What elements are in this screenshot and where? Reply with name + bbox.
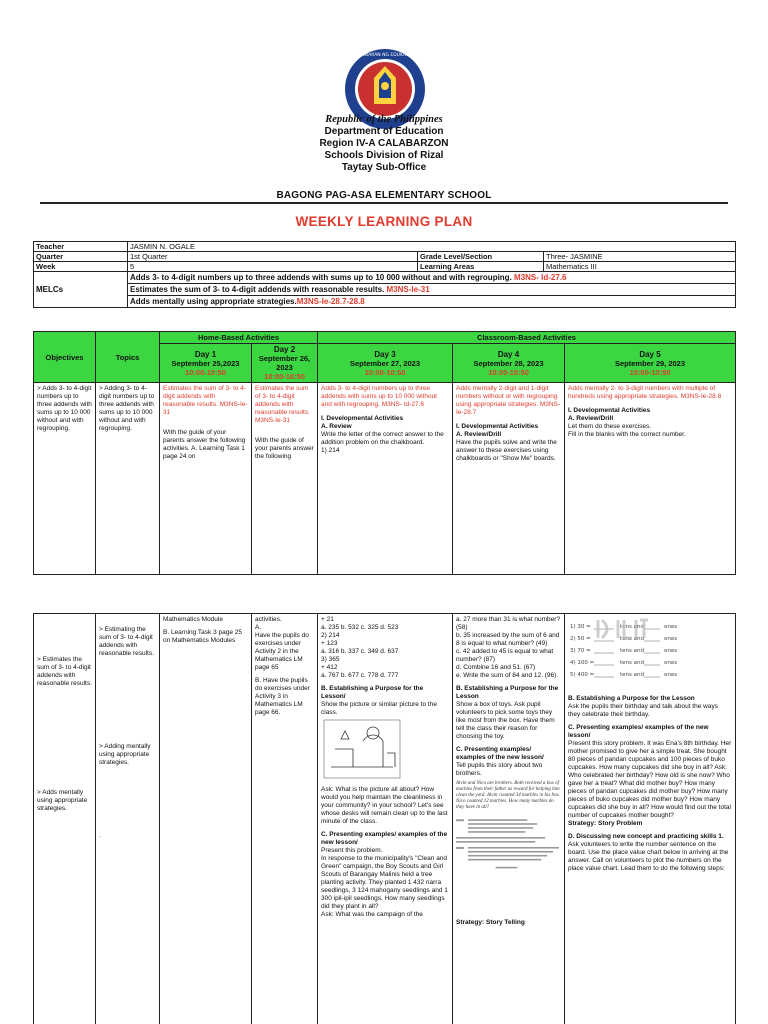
topics-header: Topics (96, 332, 160, 383)
quarter-label: Quarter (34, 252, 128, 262)
day-label: Day 1 (194, 349, 217, 359)
day-4-header (453, 344, 565, 383)
day-2-cell (252, 614, 318, 1024)
day-3-line: a. 316 b. 337 c. 349 d. 637 (321, 648, 399, 655)
info-table (33, 241, 736, 308)
tens-label: tens and (620, 636, 644, 642)
day-3-heading: I. Developmental Activities (321, 415, 404, 422)
day-1-task-3: B. Learning Task 3 page 25 on Mathematics Modules (163, 629, 243, 644)
day-4-line: a. 27 more than 31 is what number? (58) (456, 616, 561, 631)
quarter-value: 1st Quarter (128, 252, 418, 262)
day-5-heading: I. Developmental Activities (568, 407, 651, 414)
home-based-header: Home-Based Activities (160, 332, 318, 344)
day-5-line-2: Fill in the blanks with the correct number. (568, 431, 686, 438)
day-4-purpose-heading: B. Establishing a Purpose for the Lesson (456, 685, 559, 700)
day-3-subheading: A. Review (321, 423, 352, 430)
day-4-cell (453, 614, 565, 1024)
marbles-story-image: Alvin and Nico are brothers. Both received a box of marbles from their father as reward for helping him clean the yard. Alvin counted 34 marbles in his box. Nico counted 12 marbles. How many marbles do they have in all? (456, 781, 561, 810)
day-3-line: a. 235 b. 532 c. 325 d. 523 (321, 624, 399, 631)
day-2-activity-3: B. Have the pupils do exercises under Activity 3 in Mathematics LM page 66. (255, 677, 310, 716)
melc-3-code: M3NS-Ie-28.7-28.8 (296, 297, 365, 306)
day-label: Day 3 (374, 349, 396, 359)
areas-label: Learning Areas (418, 262, 544, 272)
day-2-activities: activities. (255, 616, 282, 623)
day-5-cell (565, 383, 736, 575)
day-3-item: 1) 214 (321, 447, 340, 454)
topic-dot: . (99, 832, 101, 839)
day-3-purpose-text: Show the picture or similar picture to the class. (321, 701, 437, 716)
department-line: Department of Education (324, 126, 444, 137)
day-4-line: d. Combine 16 and 51. (67) (456, 664, 536, 671)
day-5-discuss-text: Ask volunteers to write the number sentence on the board. Use the place value chart below in arriving at the answer. Call on volunteers to plot the numbers on the place value chart. Lead them to do the following steps: (568, 841, 729, 872)
day-2-instructions: With the guide of your parents answer the following (255, 437, 314, 460)
tens-label: tens and (620, 672, 644, 678)
day-time: 10:00-10:50 (488, 367, 529, 377)
exercise-4: 4) 100 = (570, 660, 595, 666)
day-2-cell (252, 383, 318, 575)
day-time: 10:00-10:50 (629, 367, 671, 377)
week-label: Week (34, 262, 128, 272)
melcs-label: MELCs (34, 272, 128, 308)
objectives-header: Objectives (34, 332, 96, 383)
day-5-cell (565, 614, 736, 1024)
place-value-exercise-image (568, 616, 686, 692)
melc-1-code: M3NS- Id-27.6 (514, 273, 567, 282)
melc-2-code: M3NS-Ie-31 (386, 285, 430, 294)
day-5-subheading: A. Review/Drill (568, 415, 614, 422)
day-time: 10:00-10:50 (264, 372, 305, 381)
objective-cell: > Adds 3- to 4-digit numbers up to three addends with sums up to 10 000 without and with regrouping. (34, 383, 96, 575)
day-4-subheading: A. Review/Drill (456, 431, 502, 438)
division-line: Schools Division of Rizal (324, 150, 444, 161)
story-questions-image (456, 817, 561, 873)
day-1-header (160, 344, 252, 383)
tens-label: tens and (620, 648, 644, 654)
ones-label: ones (664, 648, 678, 654)
day-3-present-heading: C. Presenting examples/ examples of the new lesson/ (321, 831, 448, 846)
day-date: September 29, 2023 (614, 358, 686, 368)
topic-estimating: > Estimating the sum of 3- to 4-digit addends with reasonable results. (99, 626, 154, 657)
plan-title: WEEKLY LEARNING PLAN (295, 214, 473, 229)
day-3-present-text: Present this problem. (321, 847, 383, 854)
melc-3-text: Adds mentally using appropriate strategies. (130, 297, 297, 306)
objective-estimates: > Estimates the sum of 3- to 4-digit addends with reasonable results. (37, 656, 92, 687)
exercise-3: 3) 70 = (570, 648, 591, 654)
letterhead (0, 114, 768, 174)
day-4-line: e. Write the sum of 84 and 12. (96). (456, 672, 559, 679)
day-date: September 27, 2023 (349, 358, 421, 368)
day-2-competency: Estimates the sum of 3- to 4-digit addends with reasonable results. M3NS-Ie-31 (255, 385, 310, 424)
day-label: Day 2 (273, 345, 296, 354)
day-1-cell (160, 383, 252, 575)
day-3-ask-2: Ask: What was the campaign of the (321, 911, 423, 918)
day-3-line: + 123 (321, 640, 338, 647)
republic-line: Republic of the Philippines (325, 114, 443, 125)
tens-label: tens and (620, 660, 644, 666)
grade-label: Grade Level/Section (418, 252, 544, 262)
day-4-line: c. 42 added to 45 is equal to what number? (87) (456, 648, 554, 663)
ones-label: ones (664, 672, 678, 678)
melc-1-text: Adds 3- to 4-digit numbers up to three addends with sums up to 10 000 without and with regrouping. (130, 273, 512, 282)
day-4-purpose-text: Show a box of toys. Ask pupil volunteers to pick some toys they like most from the box. Have them tell the class their reason for choosing the toy. (456, 701, 555, 740)
day-3-line: + 412 (321, 664, 338, 671)
ones-label: ones (664, 624, 678, 630)
day-1-competency: Estimates the sum of 3- to 4-digit addends with reasonable results. M3NS-Ie-31 (163, 385, 248, 416)
office-line: Taytay Sub-Office (341, 162, 427, 173)
day-5-present-heading: C. Presenting examples/ examples of the new lesson/ (568, 724, 709, 739)
day-1-cell (160, 614, 252, 1024)
teacher-label: Teacher (34, 242, 128, 252)
day-3-cell (318, 383, 453, 575)
day-label: Day 4 (497, 349, 520, 359)
week-value: 5 (128, 262, 418, 272)
day-4-strategy: Strategy: Story Telling (456, 919, 525, 926)
objective-cell (34, 614, 96, 1024)
day-date: September 25,2023 (171, 358, 240, 368)
exercise-1: 1) 30 = (570, 624, 591, 630)
topic-mental-addition: > Adding mentally using appropriate strategies. (99, 743, 151, 766)
day-4-present-text: Tell pupils this story about two brothers. (456, 762, 543, 777)
day-3-cell (318, 614, 453, 1024)
day-4-line: b. 35 increased by the sum of 6 and 8 is equal to what number? (49) (456, 632, 560, 647)
plan-table (33, 331, 736, 575)
day-5-present-text: Present this story problem. It was Ena's 8th birthday. Her mother promised to give her a simple treat. She bought 80 pieces of pandan cupcakes and 100 pieces of buko cupcakes. How many cupcakes did she buy in all? Ask: Who celebrated her birthday? How old is she now? Who gave her a treat? What did mother buy? How many pieces of pandan cupcakes did mother buy? How many pieces of buko cupcakes did mother buy? How many cupcakes did she buy in all? How would find out the total number of cupcakes mother bought? (568, 740, 732, 819)
day-5-competency: Adds mentally 2- to 3-digit numbers with multiple of hundreds using appropriate strategies. M3NS-Ie-28.8 (568, 385, 722, 400)
melc-1 (128, 272, 736, 284)
school-divider (40, 202, 728, 204)
day-4-cell (453, 383, 565, 575)
topic-cell: > Adding 3- to 4-digit numbers up to three addends with sums up to 10 000 without and with regrouping. (96, 383, 160, 575)
melc-3 (128, 296, 736, 308)
melc-2-text: Estimates the sum of 3- to 4-digit addends with reasonable results. (130, 285, 385, 294)
teacher-value: JASMIN N. OGALE (128, 242, 736, 252)
day-1-module: Mathematics Module (163, 616, 223, 623)
day-3-purpose-heading: B. Establishing a Purpose for the Lesson/ (321, 685, 424, 700)
classroom-based-header: Classroom-Based Activities (318, 332, 736, 344)
day-label: Day 5 (639, 349, 661, 359)
day-2-activity-2: Have the pupils do exercises under Activity 2 in the Mathematics LM page 65 (255, 632, 309, 671)
day-3-story: In response to the municipality's "Clean and Green" campaign, the Boy Scouts and Girl Scouts of Barangay Malinis held a tree planting activity. They planted 1 432 narra seedlings, 3 124 mahogany seedlings and 1 300 ipil-ipil seedlings. How many seedlings did they plant in all? (321, 855, 448, 910)
day-5-purpose-text: Ask the pupils their birthday and talk about the ways they celebrate their birthday. (568, 703, 718, 718)
day-5-line-1: Let them do these exercises. (568, 423, 652, 430)
day-5-header (565, 344, 736, 383)
region-line: Region IV-A CALABARZON (319, 138, 449, 149)
tens-label: tens and (620, 624, 644, 630)
day-3-line: 3) 365 (321, 656, 340, 663)
day-5-purpose-heading: B. Establishing a Purpose for the Lesson (568, 695, 695, 702)
svg-text:KAGAWARAN NG EDUKASYON: KAGAWARAN NG EDUKASYON (351, 53, 419, 58)
areas-value: Mathematics III (544, 262, 736, 272)
day-2-header (252, 344, 318, 383)
day-3-line: 2) 214 (321, 632, 340, 639)
exercise-5: 5) 400 = (570, 672, 595, 678)
day-date: September 28, 2023 (473, 358, 544, 368)
day-time: 10:00-10:50 (364, 367, 406, 377)
day-4-instructions: Have the pupils solve and write the answer to these exercises using chalkboards or "Show Me" boards. (456, 439, 557, 462)
day-5-discuss-heading: D. Discussing new concept and practicing skills 1. (568, 833, 724, 840)
ones-label: ones (664, 636, 678, 642)
day-2-item-a: A. (255, 624, 262, 631)
day-3-instructions: Write the letter of the correct answer to the addition problem on the chalkboard. (321, 431, 444, 446)
classroom-cleaning-picture (323, 719, 401, 779)
day-3-competency: Adds 3- to 4-digit numbers up to three addends with sums up to 10 000 without and with regrouping. M3NS- Id-27.6 (321, 385, 437, 408)
day-4-competency: Adds mentally 2-digit and 1-digit numbers without or with regrouping using appropriate strategies. M3NS-Ie-28.7 (456, 385, 561, 416)
objective-mental-addition: > Adds mentally using appropriate strategies. (37, 789, 88, 812)
day-3-line: a. 767 b. 677 c. 778 d. 777 (321, 672, 399, 679)
day-date: September 26, 2023 (258, 354, 311, 372)
day-4-present-heading: C. Presenting examples/ examples of the new lesson/ (456, 746, 544, 761)
day-1-instructions: With the guide of your parents answer the following activities. A. Learning Task 1 page 24 on (163, 429, 246, 460)
topic-cell (96, 614, 160, 1024)
day-3-line: + 21 (321, 616, 334, 623)
day-time: 10:00-10:50 (185, 367, 226, 377)
day-5-strategy: Strategy: Story Problem (568, 820, 643, 827)
ones-label: ones (664, 660, 678, 666)
day-3-ask: Ask: What is the picture all about? How would you help maintain the cleanliness in your community? in your school? Let's see whose desks will remain clean up to the last minute of the class. (321, 786, 448, 825)
grade-value: Three- JASMINE (544, 252, 736, 262)
day-3-header (318, 344, 453, 383)
melc-2 (128, 284, 736, 296)
plan-table-continued (33, 613, 736, 1024)
day-4-heading: I. Developmental Activities (456, 423, 539, 430)
school-name: BAGONG PAG-ASA ELEMENTARY SCHOOL (276, 190, 492, 201)
exercise-2: 2) 50 = (570, 636, 591, 642)
